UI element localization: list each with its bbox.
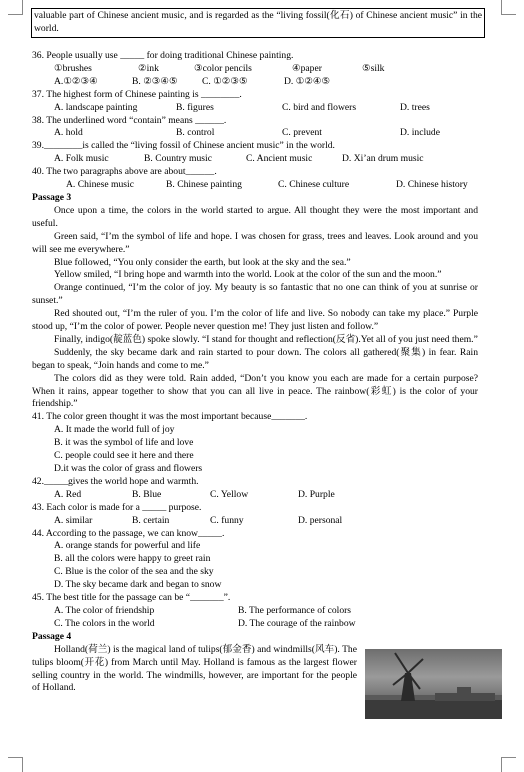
question-43-options [32,515,478,528]
option-d[interactable]: D. Xi’an drum music [342,153,424,165]
option-d[interactable]: D. Purple [298,488,335,500]
question-38-options [32,127,478,140]
passage-4-body [32,644,478,696]
option-c[interactable]: C. bird and flowers [282,101,357,113]
question-42-stem: 42._____gives the world hope and warmth. [32,475,199,487]
passage-paragraph: Blue followed, “You only consider the earth, but look at the sky and the sea.” [54,256,351,268]
question-43-stem: 43. Each color is made for a _____ purpose. [32,501,202,513]
option-c[interactable]: C. Yellow [210,488,249,500]
option-d[interactable]: D. Chinese history [396,179,468,191]
question-36-options [32,76,478,89]
question-39-stem: 39.________is called the “living fossil of Chinese ancient music” in the world. [32,140,335,152]
option-a[interactable]: A. landscape painting [54,101,138,113]
option-b[interactable]: B. Chinese painting [166,179,242,191]
option-a[interactable]: A. It made the world full of joy [54,424,175,436]
option-d[interactable]: D. trees [400,101,430,113]
windmill-photo [365,649,502,719]
option-b[interactable]: B. it was the symbol of life and love [54,437,194,449]
question-45-options-row-1 [32,605,478,618]
passage-paragraph: Yellow smiled, “I bring hope and warmth into the world. Look at the color of the sun and the moon.” [54,269,442,281]
option-a[interactable]: A. The color of friendship [54,604,155,616]
option-a[interactable]: A. orange stands for powerful and life [54,540,201,552]
crop-mark [8,0,23,15]
passage-paragraph: Red shouted out, “I’m the ruler of you. I’m the color of life and live. So nobody can take my place.” Purple stood up, “I’m the color of power. People never question me! They just listen and follow.” [32,308,478,333]
option-b[interactable]: B. The performance of colors [238,604,352,616]
question-37-options [32,102,478,115]
passage-4-heading: Passage 4 [32,630,72,642]
option-a[interactable]: A. Chinese music [66,179,134,191]
option-a[interactable]: A. Folk music [54,153,109,165]
option-a[interactable]: A. hold [54,127,83,139]
item: ⑤silk [362,62,385,74]
item: ④paper [292,62,322,74]
previous-passage-box: valuable part of Chinese ancient music, and is regarded as the “living fossil(化石) of Chinese ancient music” in the world. [31,8,485,38]
option-d[interactable]: D. personal [298,514,343,526]
question-42-options [32,489,478,502]
item: ②ink [138,62,159,74]
option-a[interactable]: A. similar [54,514,93,526]
option-d[interactable]: D. ①②④⑤ [284,75,331,87]
option-b[interactable]: B. Blue [132,488,162,500]
option-c[interactable]: C. Chinese culture [278,179,350,191]
question-40-options [32,179,478,192]
passage-paragraph: Once upon a time, the colors in the world started to argue. All thought they were the most important and useful. [32,204,478,229]
question-44-stem: 44. According to the passage, we can know_____. [32,527,225,539]
passage-paragraph: Suddenly, the sky became dark and rain started to pour down. The colors all gathered(聚集) in fear. Rain began to speak, “Join hands and come to me.” [32,346,478,371]
option-d[interactable]: D. The courage of the rainbow [238,617,356,629]
question-37-stem: 37. The highest form of Chinese painting is ________. [32,88,242,100]
option-b[interactable]: B. all the colors were happy to greet rain [54,553,211,565]
option-d[interactable]: D. The sky became dark and began to snow [54,579,222,591]
option-b[interactable]: B. figures [176,101,214,113]
option-b[interactable]: B. control [176,127,215,139]
option-c[interactable]: C. people could see it here and there [54,450,194,462]
option-c[interactable]: C. ①②③⑤ [202,75,248,87]
option-a[interactable]: A.①②③④ [54,75,98,87]
question-38-stem: 38. The underlined word “contain” means ______. [32,114,227,126]
question-40-stem: 40. The two paragraphs above are about______. [32,166,217,178]
option-d[interactable]: D. include [400,127,440,139]
option-b[interactable]: B. Country music [144,153,212,165]
option-a[interactable]: A. Red [54,488,82,500]
crop-mark [501,0,516,15]
option-b[interactable]: B. certain [132,514,170,526]
windmill-icon [365,649,502,719]
question-39-options [32,153,478,166]
option-c[interactable]: C. Ancient music [246,153,313,165]
passage-paragraph: Orange continued, “I’m the color of joy. My beauty is so fantastic that no one can think of you at sunrise or sunset.” [32,282,478,307]
option-d[interactable]: D.it was the color of grass and flowers [54,463,203,474]
option-c[interactable]: C. Blue is the color of the sea and the sky [54,566,214,578]
exam-content [32,50,478,695]
crop-mark [501,757,516,772]
passage-paragraph: Finally, indigo(靛蓝色) spoke slowly. “I stand for thought and reflection(反省).Yet all of you just need them.” [54,333,478,345]
option-c[interactable]: C. prevent [282,127,322,139]
option-c[interactable]: C. funny [210,514,244,526]
question-36-stem: 36. People usually use _____ for doing traditional Chinese painting. [32,50,294,61]
passage-paragraph: Holland(荷兰) is the magical land of tulips(郁金香) and windmills(风车). The tulips bloom(开花) from March until May. Holland is famous as the largest flower selling country in the world. The windmills, however, are important for the people of Holland. [32,643,357,694]
option-c[interactable]: C. The colors in the world [54,617,155,629]
question-36-items [32,63,478,76]
question-45-stem: 45. The best title for the passage can be “_______”. [32,592,231,604]
question-45-options-row-2 [32,618,478,631]
question-41-stem: 41. The color green thought it was the most important because_______. [32,411,308,423]
passage-paragraph: Green said, “I’m the symbol of life and hope. I was chosen for grass, trees and leaves. Look around and you will see me everywhere.” [32,230,478,255]
item: ③color pencils [194,62,252,74]
option-b[interactable]: B. ②③④⑤ [132,75,178,87]
passage-paragraph: The colors did as they were told. Rain added, “Don’t you know you each are made for a certain purpose? When it rains, appear together to show that you can all live in peace. The rainbow(彩虹) is the color of your friendship.” [32,372,478,410]
item: ①brushes [54,62,92,74]
crop-mark [8,757,23,772]
passage-3-heading: Passage 3 [32,191,72,203]
